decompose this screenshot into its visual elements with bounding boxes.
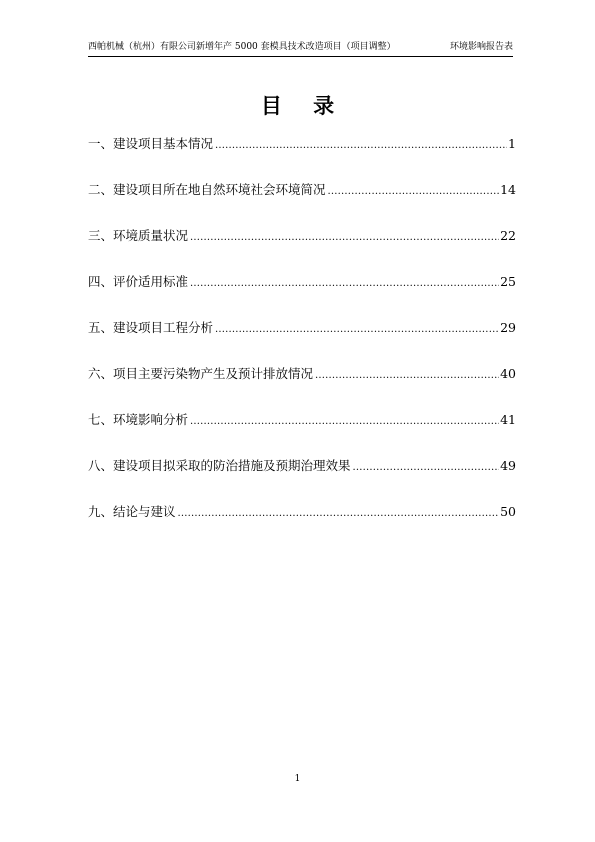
toc-entry-page: 25 — [500, 274, 516, 289]
toc-entry-2[interactable] — [88, 181, 516, 227]
toc-entry-page: 49 — [500, 458, 516, 473]
toc-entry-label: 四、评价适用标准 — [88, 274, 189, 289]
toc-entry-page: 29 — [500, 320, 516, 335]
toc-leader-dots — [315, 367, 499, 385]
toc-entry-page: 50 — [500, 504, 516, 519]
toc-entry-4[interactable] — [88, 273, 516, 319]
toc-leader-dots — [190, 229, 499, 247]
toc-entry-7[interactable] — [88, 411, 516, 457]
table-of-contents — [88, 135, 516, 549]
toc-entry-9[interactable] — [88, 503, 516, 549]
toc-leader-dots — [328, 183, 500, 201]
toc-entry-label: 一、建设项目基本情况 — [88, 136, 214, 151]
toc-entry-label: 七、环境影响分析 — [88, 412, 189, 427]
toc-leader-dots — [190, 413, 499, 431]
toc-title: 目 录 — [260, 93, 347, 118]
toc-entry-page: 41 — [500, 412, 516, 427]
toc-leader-dots — [215, 321, 499, 339]
toc-entry-label: 八、建设项目拟采取的防治措施及预期治理效果 — [88, 458, 351, 473]
toc-entry-1[interactable] — [88, 135, 516, 181]
toc-entry-page: 1 — [508, 136, 516, 151]
toc-entry-label: 二、建设项目所在地自然环境社会环境简况 — [88, 182, 326, 197]
page-header — [88, 40, 513, 54]
toc-entry-label: 三、环境质量状况 — [88, 228, 189, 243]
header-report-type: 环境影响报告表 — [449, 42, 513, 52]
toc-entry-5[interactable] — [88, 319, 516, 365]
toc-leader-dots — [215, 137, 507, 155]
toc-entry-label: 六、项目主要污染物产生及预计排放情况 — [88, 366, 314, 381]
toc-entry-page: 14 — [500, 182, 516, 197]
header-divider — [88, 56, 513, 57]
header-project-title: 西帕机械（杭州）有限公司新增年产 5000 套模具技术改造项目（项目调整） — [88, 42, 396, 52]
toc-leader-dots — [178, 505, 500, 523]
toc-entry-label: 九、结论与建议 — [88, 504, 176, 519]
toc-leader-dots — [190, 275, 499, 293]
toc-entry-page: 40 — [500, 366, 516, 381]
toc-entry-6[interactable] — [88, 365, 516, 411]
page-number: 1 — [294, 774, 301, 784]
toc-leader-dots — [353, 459, 500, 477]
toc-entry-page: 22 — [500, 228, 516, 243]
toc-entry-label: 五、建设项目工程分析 — [88, 320, 214, 335]
toc-entry-8[interactable] — [88, 457, 516, 503]
toc-entry-3[interactable] — [88, 227, 516, 273]
